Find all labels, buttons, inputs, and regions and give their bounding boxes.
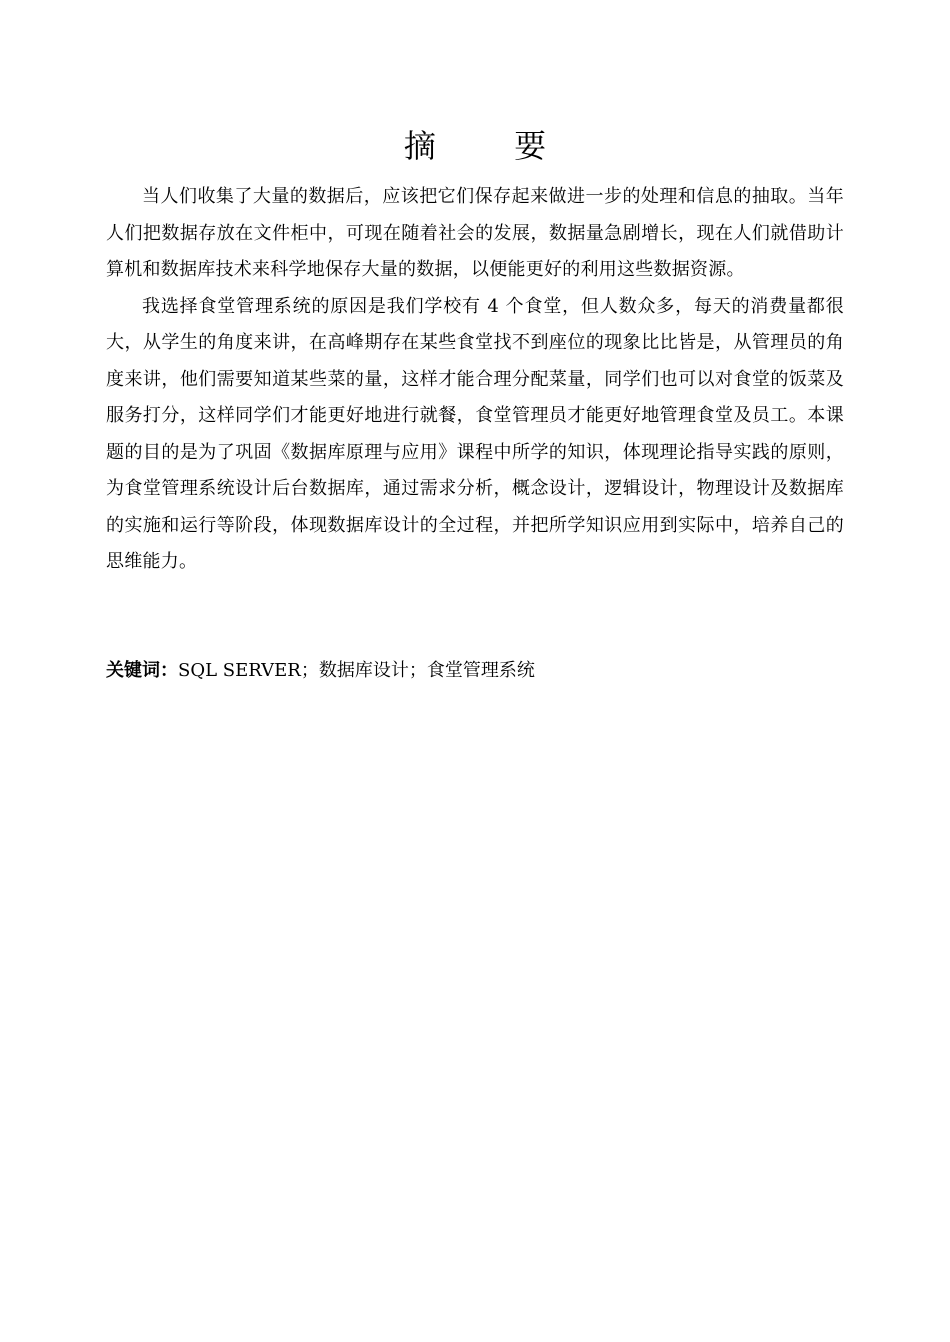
keywords-label: 关键词： (106, 660, 178, 681)
abstract-body (106, 179, 844, 581)
page-title: 摘 要 (403, 127, 581, 165)
abstract-paragraph-2: 我选择食堂管理系统的原因是我们学校有 4 个食堂，但人数众多，每天的消费量都很大，从学生的角度来讲，在高峰期存在某些食堂找不到座位的现象比比皆是，从管理员的角度来讲，他们需要知道某些菜的量，这样才能合理分配菜量，同学们也可以对食堂的饭菜及服务打分，这样同学们才能更好地进行就餐，食堂管理员才能更好地管理食堂及员工。本课题的目的是为了巩固《数据库原理与应用》课程中所学的知识，体现理论指导实践的原则，为食堂管理系统设计后台数据库，通过需求分析，概念设计，逻辑设计，物理设计及数据库的实施和运行等阶段，体现数据库设计的全过程，并把所学知识应用到实际中，培养自己的思维能力。 (106, 295, 844, 572)
keywords-value: SQL SERVER；数据库设计；食堂管理系统 (178, 660, 535, 681)
abstract-paragraph-1: 当人们收集了大量的数据后，应该把它们保存起来做进一步的处理和信息的抽取。当年人们把数据存放在文件柜中，可现在随着社会的发展，数据量急剧增长，现在人们就借助计算机和数据库技术来科学地保存大量的数据，以便能更好的利用这些数据资源。 (106, 186, 844, 280)
keywords-line (106, 656, 844, 686)
